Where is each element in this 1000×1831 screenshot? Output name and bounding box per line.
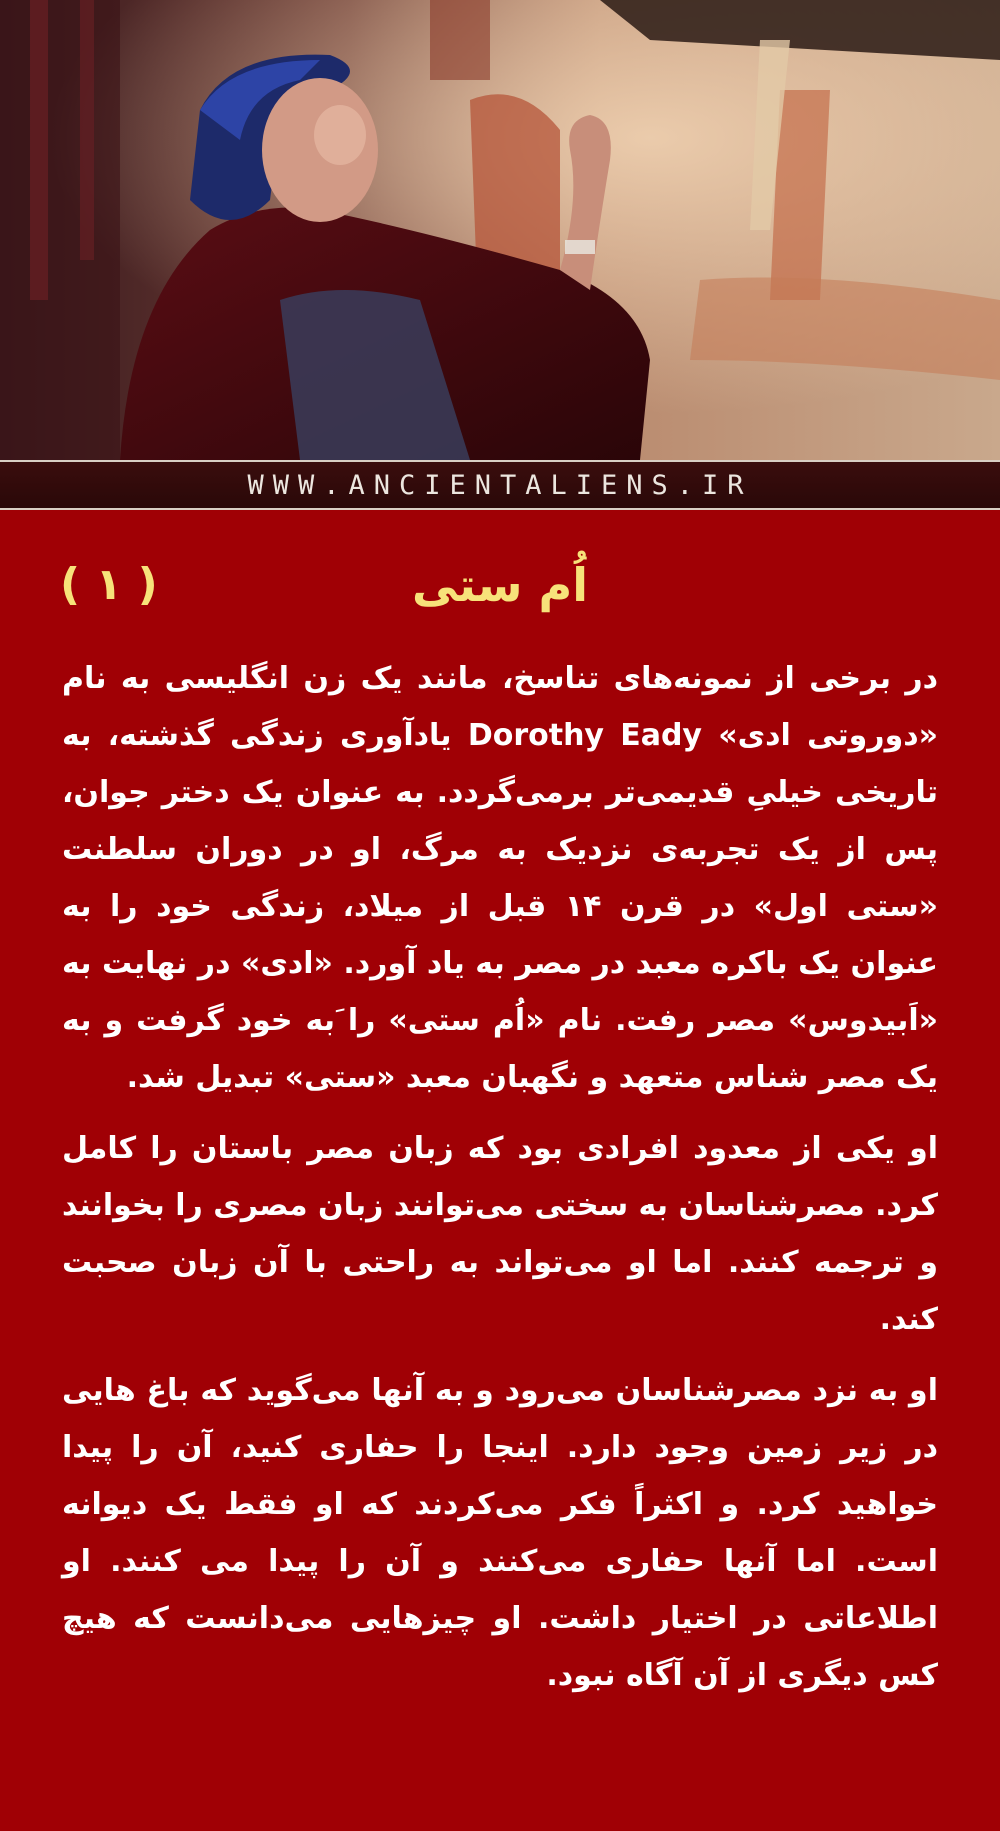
paragraph-2: او یکی از معدود افرادی بود که زبان مصر باستان را کامل کرد. مصرشناسان به سختی می‌توانند زبان مصری را بخوانند و ترجمه کنند. اما او می‌تواند به راحتی با آن زبان صحبت کند. [61,1131,938,1337]
article-body [62,650,938,1718]
hero-photo [0,0,1000,460]
article-panel [0,510,1000,1831]
title-row [60,550,940,620]
paragraph-3: او به نزد مصرشناسان می‌رود و به آنها می‌گوید که باغ هایی در زیر زمین وجود دارد. اینجا را حفاری کنید، آن را پیدا خواهید کرد. و اکثراً فکر می‌کردند که او فقط یک دیوانه است. اما آنها حفاری می‌کنند و آن را پیدا می کنند. او اطلاعاتی در اختیار داشت. او چیزهایی می‌دانست که هیچ کس دیگری از آن آگاه نبود. [62,1373,938,1693]
paragraph-1: در برخی از نمونه‌های تناسخ، مانند یک زن انگلیسی به نام «دوروتی ادی» Dorothy Eady یادآوری زندگی گذشته، به تاریخی خیلیِ قدیمی‌تر برمی‌گردد. به عنوان یک دختر جوان، پس از یک تجربه‌ی نزدیک به مرگ، او در دوران سلطنت «ستی اول» در قرن ۱۴ قبل از میلاد، زندگی خود را به عنوان یک باکره معبد در مصر به یاد آورد. «ادی» در نهایت به «اَبیدوس» مصر رفت. نام «اُم ستی» را َبه خود گرفت و به یک مصر شناس متعهد و نگهبان معبد «ستی» تبدیل شد. [62,661,938,1095]
hero-illustration [0,0,1000,460]
website-url: WWW.ANCIENTALIENS.IR [247,469,753,501]
part-number: ( ۱ ) [60,559,158,610]
website-watermark-bar [0,460,1000,510]
article-title: اُم ستی [411,558,589,612]
